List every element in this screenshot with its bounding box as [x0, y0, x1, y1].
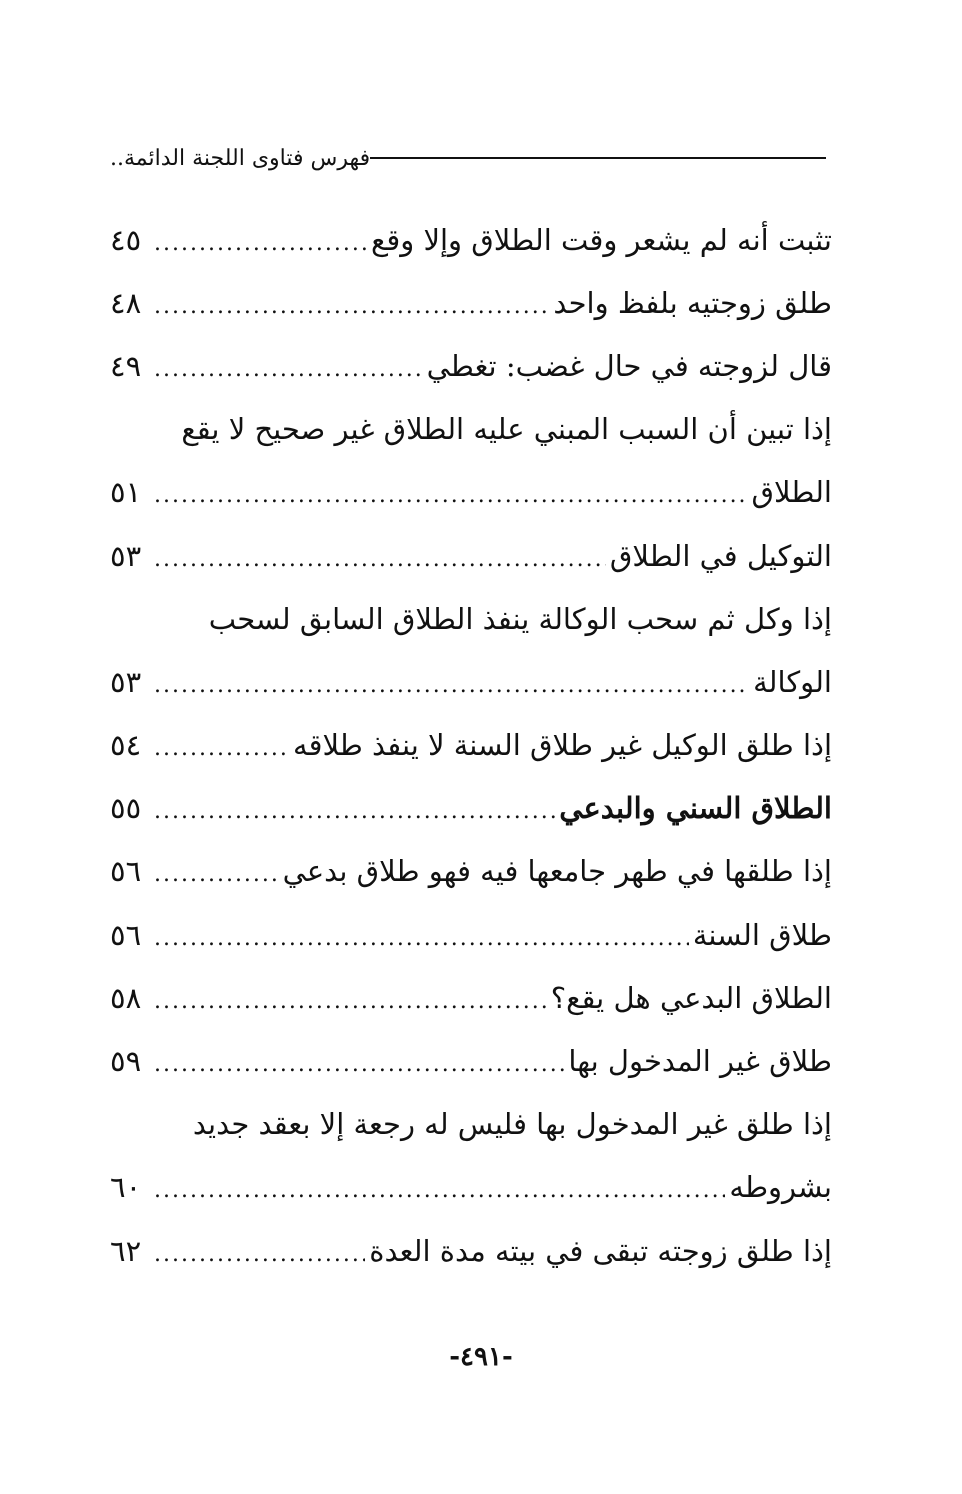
toc-entry-title: طلاق السنة — [692, 917, 832, 952]
toc-leader-dots — [154, 1052, 564, 1077]
toc-leader-dots — [154, 799, 555, 824]
toc-entry-title: الطلاق البدعي هل يقع؟ — [550, 980, 832, 1015]
toc-entry-title: التوكيل في الطلاق — [609, 538, 832, 573]
toc-row — [110, 524, 832, 587]
toc-row — [110, 903, 832, 966]
page-number-footer: -٤٩١- — [449, 1342, 513, 1372]
toc-page-number: ٥٤ — [110, 728, 142, 763]
toc-entry-title: الوكالة — [753, 664, 832, 699]
toc-leader-dots — [154, 1178, 725, 1203]
toc-leader-dots — [154, 1242, 365, 1267]
toc-page-number: ٥٩ — [110, 1044, 142, 1079]
toc-section-heading: الطلاق السني والبدعي — [559, 791, 832, 826]
toc-page-number: ٤٥ — [110, 222, 142, 257]
toc-leader-dots — [154, 673, 749, 698]
toc-leader-dots — [154, 736, 289, 761]
toc-page-number: ٦٢ — [110, 1233, 142, 1268]
toc-row — [110, 1156, 832, 1219]
toc-page-number: ٥٣ — [110, 538, 142, 573]
toc-row — [110, 398, 832, 461]
toc-entry-title: قال لزوجته في حال غضب: تغطي — [426, 348, 832, 383]
toc-leader-dots — [154, 926, 689, 951]
toc-page-number: ٥٣ — [110, 664, 142, 699]
toc-page-number: ٤٩ — [110, 348, 142, 383]
toc-row — [110, 461, 832, 524]
toc-row — [110, 1219, 832, 1282]
header-title: فهرس فتاوى اللجنة الدائمة.. — [110, 145, 371, 171]
toc-row — [110, 334, 832, 397]
toc-page-number: ٦٠ — [110, 1170, 142, 1205]
toc-row — [110, 587, 832, 650]
toc-entry-title: تثبت أنه لم يشعر وقت الطلاق وإلا وقع — [370, 222, 832, 257]
toc-entry-title: إذا طلق غير المدخول بها فليس له رجعة إلا بعقد جديد — [192, 1107, 832, 1142]
toc-entry-title: إذا تبين أن السبب المبني عليه الطلاق غير صحيح لا يقع — [181, 412, 832, 447]
toc-row — [110, 208, 832, 271]
toc-entry-title: طلق زوجتيه بلفظ واحد — [553, 285, 832, 320]
toc-page-number: ٥٥ — [110, 791, 142, 826]
toc-leader-dots — [154, 357, 423, 382]
toc-entry-title: طلاق غير المدخول بها — [568, 1044, 832, 1079]
toc-leader-dots — [154, 231, 367, 256]
table-of-contents — [110, 208, 832, 1282]
toc-page-number: ٥١ — [110, 475, 142, 510]
toc-leader-dots — [154, 862, 279, 887]
toc-entry-title: إذا طلقها في طهر جامعها فيه فهو طلاق بدعي — [282, 854, 832, 889]
toc-row — [110, 777, 832, 840]
toc-entry-title: إذا طلق الوكيل غير طلاق السنة لا ينفذ طلاقه — [293, 728, 832, 763]
toc-entry-title: الطلاق — [751, 475, 832, 510]
toc-page-number: ٥٦ — [110, 854, 142, 889]
toc-row — [110, 1029, 832, 1092]
toc-row — [110, 714, 832, 777]
toc-entry-title: بشروطه — [729, 1170, 832, 1205]
toc-row — [110, 1093, 832, 1156]
toc-row — [110, 271, 832, 334]
toc-entry-title: إذا طلق زوجته تبقى في بيته مدة العدة — [369, 1233, 832, 1268]
toc-leader-dots — [154, 547, 606, 572]
toc-entry-title: إذا وكل ثم سحب الوكالة ينفذ الطلاق السابق لسحب — [208, 601, 832, 636]
toc-row — [110, 840, 832, 903]
toc-row — [110, 966, 832, 1029]
running-header — [110, 140, 832, 176]
toc-page-number: ٥٦ — [110, 917, 142, 952]
header-rule — [370, 157, 826, 159]
toc-page-number: ٥٨ — [110, 980, 142, 1015]
toc-leader-dots — [154, 989, 547, 1014]
toc-page-number: ٤٨ — [110, 285, 142, 320]
toc-leader-dots — [154, 483, 748, 508]
toc-leader-dots — [154, 294, 549, 319]
toc-row — [110, 650, 832, 713]
